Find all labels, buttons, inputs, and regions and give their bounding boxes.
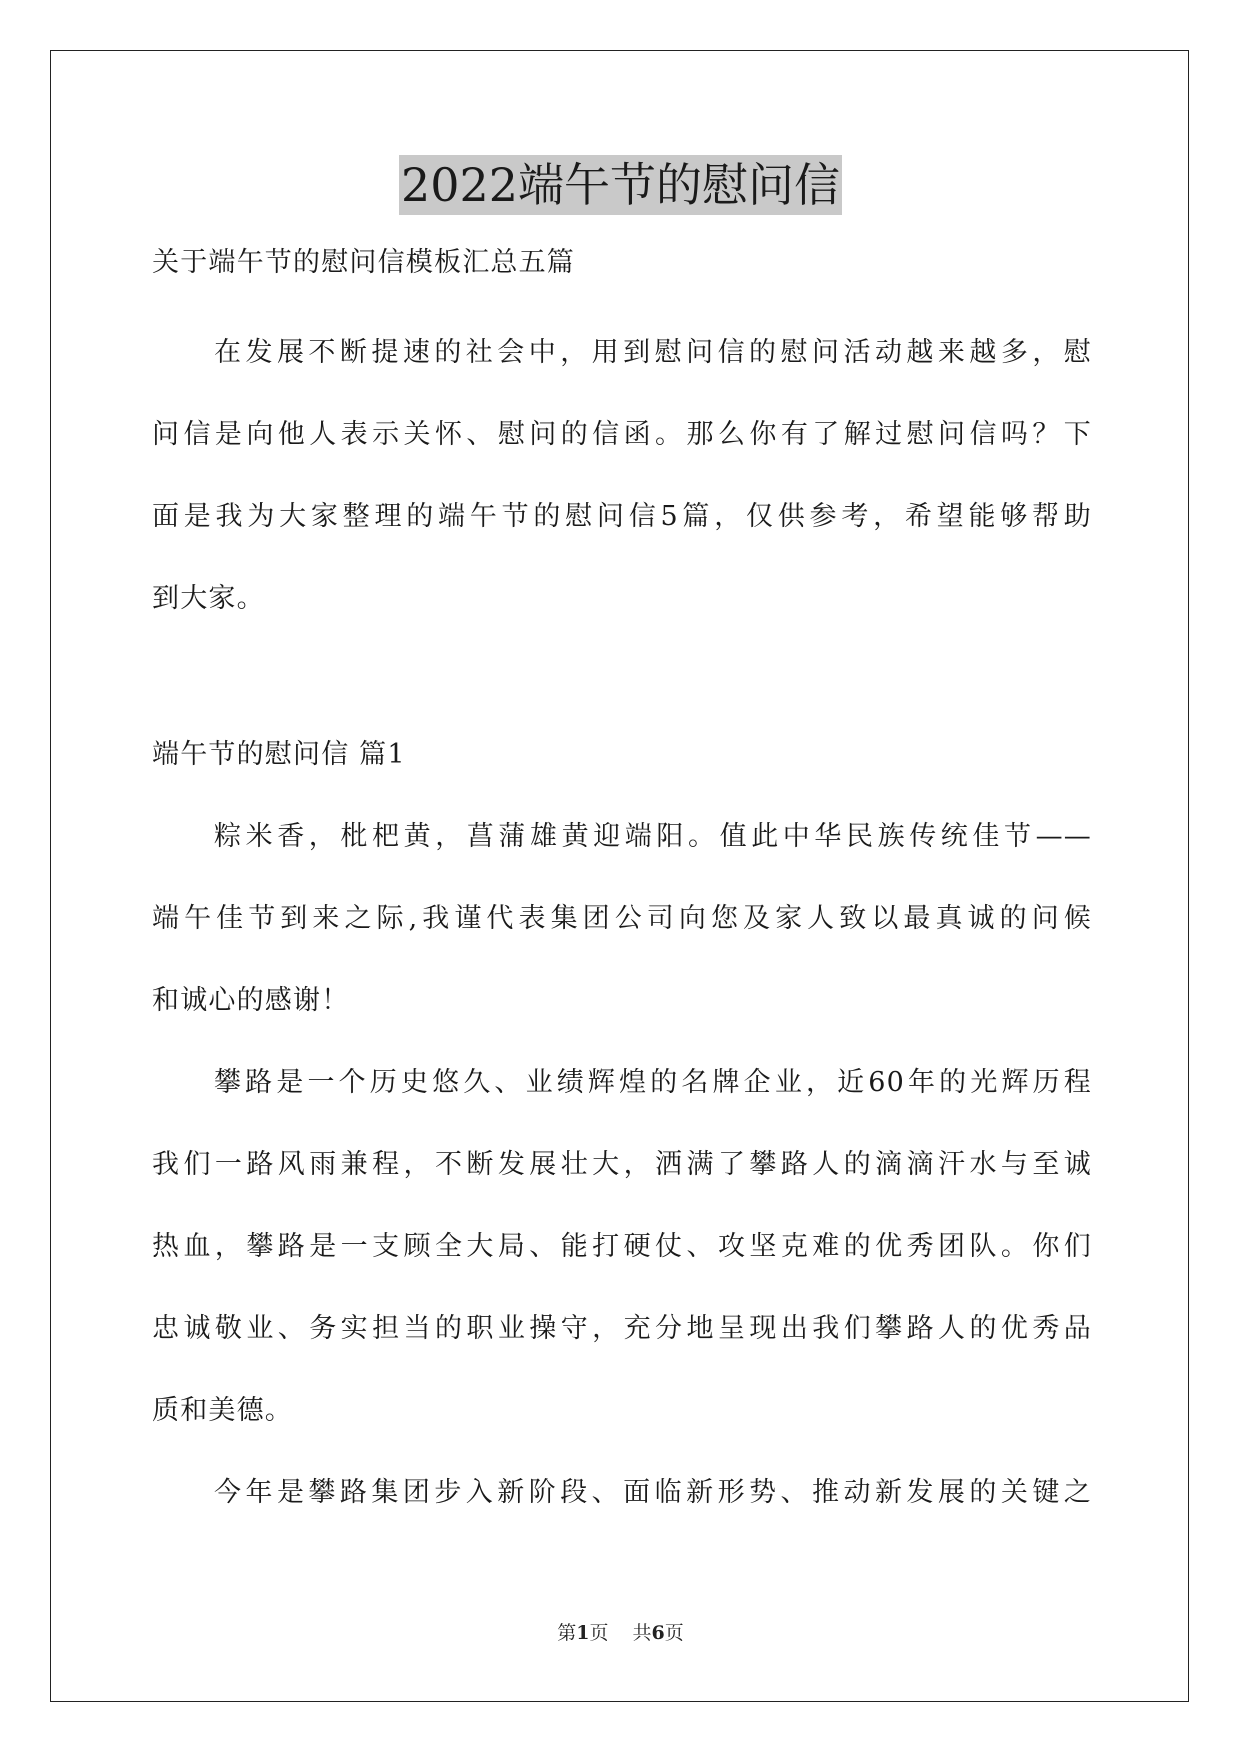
- paragraph-line: 端午佳节到来之际,我谨代表集团公司向您及家人致以最真诚的问候: [152, 903, 1092, 934]
- document-title-text: 2022端午节的慰问信: [399, 155, 842, 215]
- total-prefix: 共: [632, 1622, 652, 1644]
- paragraph-line: 热血，攀路是一支顾全大局、能打硬仗、攻坚克难的优秀团队。你们: [152, 1231, 1092, 1262]
- section-heading: 端午节的慰问信 篇1: [152, 739, 406, 770]
- document-title: [0, 155, 1241, 215]
- paragraph-line: 攀路是一个历史悠久、业绩辉煌的名牌企业，近60年的光辉历程: [214, 1067, 1092, 1098]
- intro-line: 到大家。: [152, 583, 265, 614]
- paragraph-line: 和诚心的感谢！: [152, 985, 350, 1016]
- paragraph-line: 忠诚敬业、务实担当的职业操守，充分地呈现出我们攀路人的优秀品: [152, 1313, 1092, 1344]
- total-suffix: 页: [664, 1622, 684, 1644]
- paragraph-line: 质和美德。: [152, 1395, 293, 1426]
- paragraph-line: 粽米香，枇杷黄，菖蒲雄黄迎端阳。值此中华民族传统佳节——: [214, 821, 1092, 852]
- page-footer: [0, 1618, 1241, 1645]
- document-body: [152, 240, 1092, 1552]
- page-suffix: 页: [589, 1622, 609, 1644]
- document-subtitle: 关于端午节的慰问信模板汇总五篇: [152, 247, 575, 278]
- intro-line: 在发展不断提速的社会中，用到慰问信的慰问活动越来越多，慰: [214, 337, 1092, 368]
- section-spacer: [152, 658, 1092, 732]
- intro-line: 面是我为大家整理的端午节的慰问信5篇，仅供参考，希望能够帮助: [152, 501, 1092, 532]
- paragraph-line: 我们一路风雨兼程，不断发展壮大，洒满了攀路人的滴滴汗水与至诚: [152, 1149, 1092, 1180]
- paragraph-line: 今年是攀路集团步入新阶段、面临新形势、推动新发展的关键之: [214, 1477, 1092, 1508]
- page-number: 1: [576, 1622, 590, 1644]
- intro-line: 问信是向他人表示关怀、慰问的信函。那么你有了解过慰问信吗？下: [152, 419, 1092, 450]
- page-total: 6: [651, 1622, 665, 1644]
- page-prefix: 第: [557, 1622, 577, 1644]
